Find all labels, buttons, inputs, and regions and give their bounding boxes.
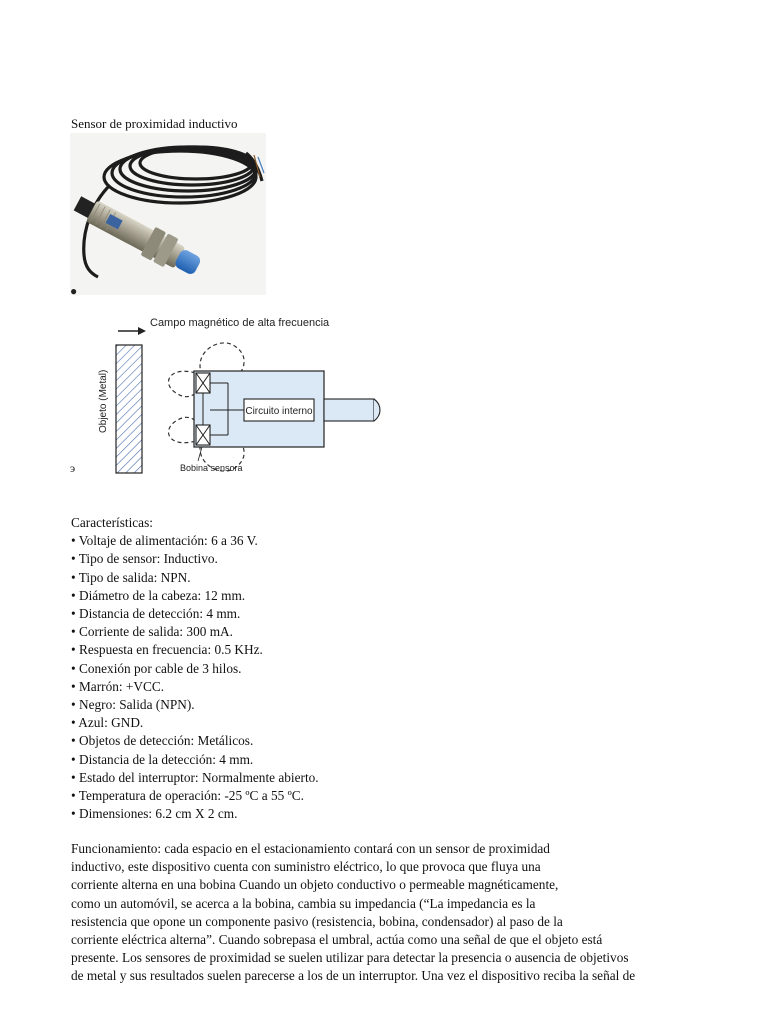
arrow-head <box>138 327 146 335</box>
paragraph-line: como un automóvil, se acerca a la bobina, cambia su impedancia (“La impedancia es la <box>71 895 536 911</box>
operation-paragraph <box>71 840 721 986</box>
feature-item: • Conexión por cable de 3 hilos. <box>71 660 319 678</box>
paragraph-line: corriente alterna en una bobina Cuando un objeto conductivo o permeable magnéticamente, <box>71 877 559 893</box>
paragraph-line: Funcionamiento: cada espacio en el estacionamiento contará con un sensor de proximidad <box>71 841 550 856</box>
feature-item: • Respuesta en frecuencia: 0.5 KHz. <box>71 641 319 659</box>
feature-item: • Distancia de la detección: 4 mm. <box>71 751 319 769</box>
feature-item: • Negro: Salida (NPN). <box>71 696 319 714</box>
paragraph-line: inductivo, este dispositivo cuenta con suministro eléctrico, lo que provoca que fluya una <box>71 859 541 875</box>
feature-item: • Diámetro de la cabeza: 12 mm. <box>71 587 319 605</box>
feature-item: • Dimensiones: 6.2 cm X 2 cm. <box>71 805 319 823</box>
feature-item: • Temperatura de operación: -25 ºC a 55 ºC. <box>71 787 319 805</box>
paragraph-line: resistencia que opone un componente pasivo (resistencia, bobina, condensador) al paso de la <box>71 913 563 929</box>
feature-item: • Estado del interruptor: Normalmente abierto. <box>71 769 319 787</box>
page-title: Sensor de proximidad inductivo <box>71 116 238 131</box>
feature-item: • Objetos de detección: Metálicos. <box>71 732 319 750</box>
sensor-photo <box>70 133 266 298</box>
paragraph-line: presente. Los sensores de proximidad se suelen utilizar para detectar la presencia o ausencia de objetivos <box>71 950 629 966</box>
object-label: Objeto (Metal) <box>98 369 109 433</box>
feature-item: • Azul: GND. <box>71 714 319 732</box>
coil-label: Bobina sensora <box>180 463 243 473</box>
feature-item: • Distancia de detección: 4 mm. <box>71 605 319 623</box>
features-heading: Características: <box>71 515 153 530</box>
sensor-cable <box>324 399 374 421</box>
metal-object <box>116 345 142 473</box>
paragraph-line: de metal y sus resultados suelen parecerse a los de un interruptor. Una vez el dispositivo reciba la señal de <box>71 968 636 984</box>
diagram-top-label: Campo magnético de alta frecuencia <box>150 317 330 329</box>
feature-item: • Marrón: +VCC. <box>71 678 319 696</box>
paragraph-line: corriente eléctrica alterna”. Cuando sobrepasa el umbral, actúa como una señal de que el objeto está <box>71 932 603 948</box>
features-section <box>71 514 319 823</box>
photo-marker: ● <box>70 284 78 298</box>
diagram-marker: э <box>70 461 76 475</box>
features-list <box>71 532 319 823</box>
feature-item: • Corriente de salida: 300 mA. <box>71 623 319 641</box>
feature-item: • Tipo de sensor: Inductivo. <box>71 550 319 568</box>
circuit-label: Circuito interno <box>245 406 313 417</box>
sensor-diagram <box>92 311 384 491</box>
feature-item: • Voltaje de alimentación: 6 a 36 V. <box>71 532 319 550</box>
feature-item: • Tipo de salida: NPN. <box>71 569 319 587</box>
